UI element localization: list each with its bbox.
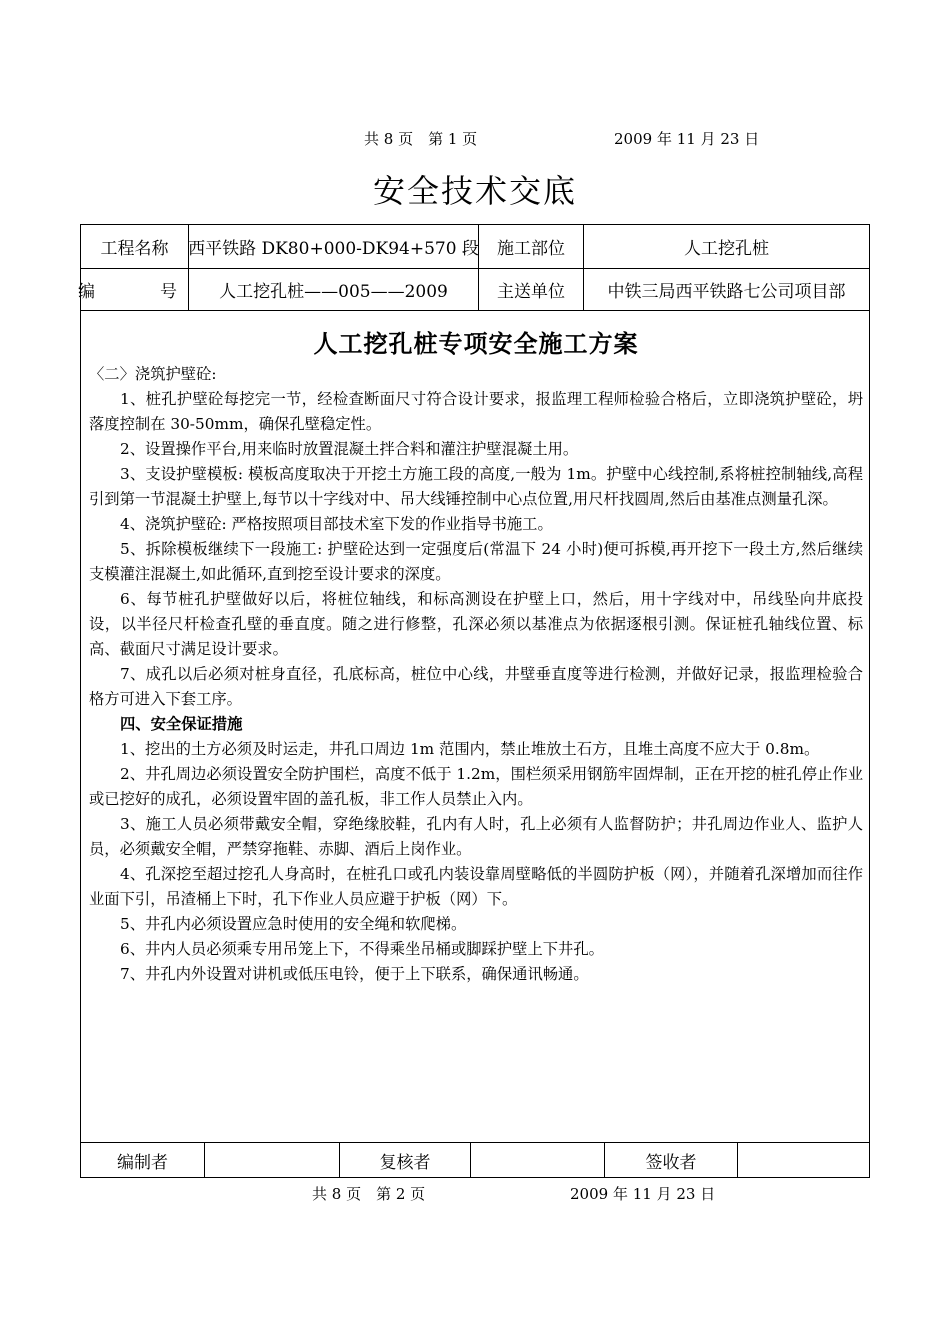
header-page-info: 共 8 页 第 1 页 [364,130,478,148]
recipient-unit-label: 主送单位 [479,268,584,310]
paragraph: 2、井孔周边必须设置安全防护围栏，高度不低于 1.2m，围栏须采用钢筋牢固焊制，正在开挖的桩孔停止作业或已挖好的成孔，必须设置牢固的盖孔板，非工作人员禁止入内。 [89,765,863,808]
footer-date: 2009 年 11 月 23 日 [570,1185,716,1203]
paragraph: 6、井内人员必须乘专用吊笼上下，不得乘坐吊桶或脚踩护壁上下井孔。 [120,940,604,958]
reviewer-label: 复核者 [340,1143,471,1178]
content-body [89,311,863,987]
paragraph: 4、浇筑护壁砼: 严格按照项目部技术室下发的作业指导书施工。 [120,515,553,533]
paragraph: 6、每节桩孔护壁做好以后，将桩位轴线，和标高测设在护壁上口，然后，用十字线对中，吊线坠向井底投设，以半径尺杆检查孔壁的垂直度。随之进行修整，孔深必须以基准点为依据逐根引测。保证桩孔轴线位置、标高、截面尺寸满足设计要求。 [89,590,863,658]
document-frame [80,224,870,1178]
paragraph: 4、孔深挖至超过挖孔人身高时，在桩孔口或孔内装设靠周壁略低的半圆防护板（网），并随着孔深增加而往作业面下引，吊渣桶上下时，孔下作业人员应避于护板（网）下。 [89,865,863,908]
paragraph: 3、支设护壁模板: 模板高度取决于开挖土方施工段的高度,一般为 1m。护壁中心线控制,系将桩控制轴线,高程引到第一节混凝土护壁上,每节以十字线对中、吊大线锤控制中心点位置,用尺杆找圆周,然后由基准点测量孔深。 [89,465,863,508]
reviewer-value [471,1143,605,1178]
info-row-1 [81,225,869,269]
paragraph: 3、施工人员必须带戴安全帽，穿绝缘胶鞋，孔内有人时，孔上必须有人监督防护；井孔周边作业人、监护人员，必须戴安全帽，严禁穿拖鞋、赤脚、酒后上岗作业。 [89,815,863,858]
project-name-value: 西平铁路 DK80+000-DK94+570 段 [189,225,479,268]
number-value: 人工挖孔桩——005——2009 [189,268,479,310]
number-label: 编 号 [81,268,189,310]
construction-part-value: 人工挖孔桩 [684,239,769,259]
paragraph: 1、桩孔护壁砼每挖完一节，经检查断面尺寸符合设计要求，报监理工程师检验合格后，立即浇筑护壁砼，坍落度控制在 30-50mm，确保孔壁稳定性。 [89,390,863,433]
header-date: 2009 年 11 月 23 日 [614,130,760,148]
signature-row [81,1142,869,1178]
document-title: 安全技术交底 [372,172,577,210]
construction-part-label: 施工部位 [479,225,584,268]
paragraph: 7、井孔内外设置对讲机或低压电铃，便于上下联系，确保通讯畅通。 [120,965,589,983]
paragraph: 〈二〉浇筑护壁砼: [89,365,217,383]
editor-value [205,1143,340,1178]
content-subtitle: 人工挖孔桩专项安全施工方案 [313,329,639,358]
paragraph: 7、成孔以后必须对桩身直径，孔底标高，桩位中心线，井壁垂直度等进行检测，并做好记录，报监理检验合格方可进入下套工序。 [89,665,863,708]
footer-page-info: 共 8 页 第 2 页 [312,1185,426,1203]
recipient-unit-value: 中铁三局西平铁路七公司项目部 [607,281,846,302]
info-row-2 [78,268,869,311]
project-name-label: 工程名称 [81,225,189,268]
editor-label: 编制者 [81,1143,205,1178]
receiver-value [738,1143,869,1178]
receiver-label: 签收者 [605,1143,738,1178]
paragraph: 5、拆除模板继续下一段施工: 护壁砼达到一定强度后(常温下 24 小时)便可拆模,再开挖下一段土方,然后继续支模灌注混凝土,如此循环,直到挖至设计要求的深度。 [89,540,863,583]
paragraph: 2、设置操作平台,用来临时放置混凝土拌合料和灌注护壁混凝土用。 [120,440,579,458]
paragraph: 1、挖出的土方必须及时运走，井孔口周边 1m 范围内，禁止堆放土石方，且堆土高度不应大于 0.8m。 [120,740,820,758]
paragraph: 5、井孔内必须设置应急时使用的安全绳和软爬梯。 [120,915,467,933]
section-heading: 四、安全保证措施 [120,715,243,733]
